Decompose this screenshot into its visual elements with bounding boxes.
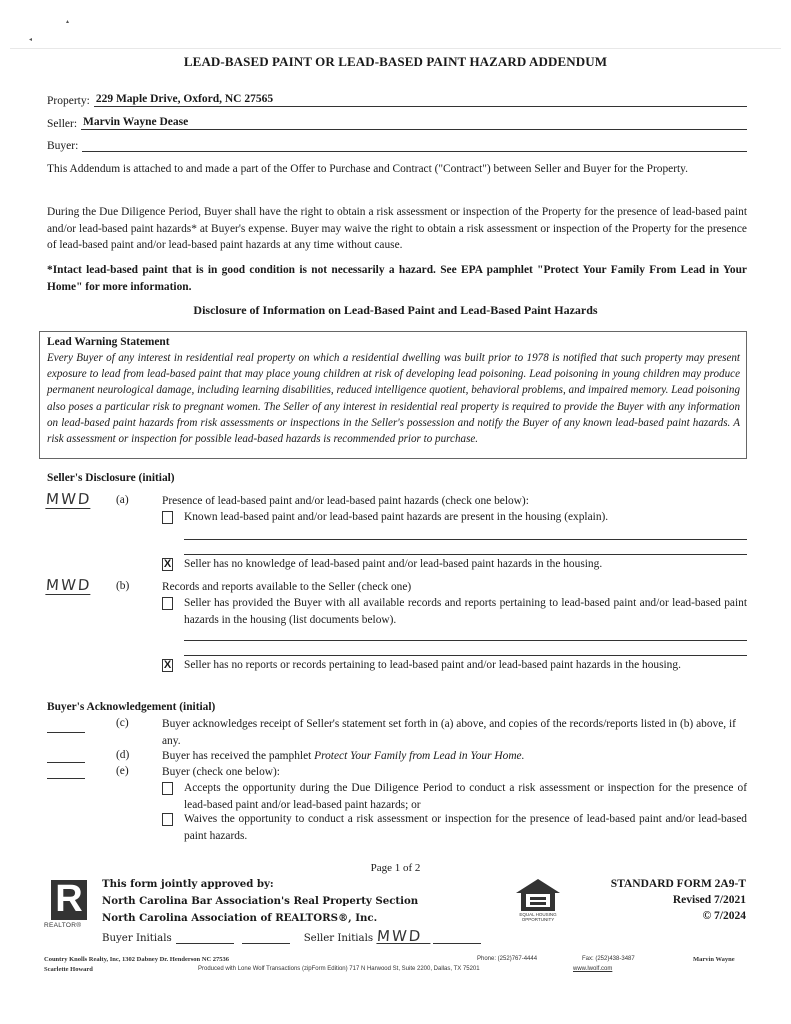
buyer-value[interactable] <box>82 137 747 152</box>
lead-warning-box <box>39 331 747 459</box>
page-number: Page 1 of 2 <box>370 862 421 874</box>
option-no-records-text: Seller has no reports or records pertaining to lead-based paint and/or lead-based paint hazards in the housing. <box>184 659 681 671</box>
realtor-logo-word: REALTOR® <box>44 922 82 929</box>
footer-client: Marvin Wayne <box>693 956 735 963</box>
option-accepts-text: Accepts the opportunity during the Due Diligence Period to conduct a risk assessment or inspection for the presence of lead-based paint and/or lead-based paint hazards; or <box>184 782 747 811</box>
footer-website-link[interactable]: www.lwolf.com <box>573 966 613 972</box>
seller-initials-field-1[interactable]: MWD <box>377 927 432 944</box>
item-e-text: Buyer (check one below): <box>162 766 280 778</box>
realtor-logo-letter: R <box>55 878 83 920</box>
checkbox-no-knowledge[interactable]: X <box>163 558 172 570</box>
approval-line-1: This form jointly approved by: <box>102 878 274 890</box>
footer-agent: Scarlette Howard <box>44 966 93 973</box>
item-a-text: Presence of lead-based paint and/or lead-based paint hazards (check one below): <box>162 495 529 507</box>
due-diligence-paragraph: During the Due Diligence Period, Buyer shall have the right to obtain a risk assessment or inspection of the Property for the presence of lead-based paint and/or lead-based paint hazards* at Buyer's expense. Buyer may waive the right to obtain a risk assessment or inspection of the Property for the presence of lead-based paint and/or lead-based paint hazards at any time without cause. <box>47 206 747 251</box>
pamphlet-title: Protect Your Family from Lead in Your Home. <box>314 750 525 762</box>
scan-speck: ◂ <box>29 37 33 43</box>
footer-produced: Produced with Lone Wolf Transactions (zipForm Edition) 717 N Harwood St, Suite 2200, Dallas, TX 75201 <box>198 966 480 972</box>
footer-brokerage: Country Knolls Realty, Inc, 1302 Dabney Dr. Henderson NC 27536 <box>44 956 230 963</box>
option-no-knowledge-text: Seller has no knowledge of lead-based paint and/or lead-based paint hazards in the housing. <box>184 558 603 570</box>
approval-line-2: North Carolina Bar Association's Real Property Section <box>102 895 419 907</box>
checkbox-provided-records[interactable] <box>162 597 173 610</box>
footer-phone: Phone: (252)767-4444 <box>477 956 538 962</box>
item-letter-a: (a) <box>116 494 129 506</box>
item-letter-c: (c) <box>116 717 129 729</box>
seller-field <box>47 115 747 130</box>
item-c-text: Buyer acknowledges receipt of Seller's statement set forth in (a) above, and copies of the records/reports listed in (b) above, if any. <box>162 718 736 747</box>
copyright-date: © 7/2024 <box>702 910 746 922</box>
footnote-paragraph: *Intact lead-based paint that is in good condition is not necessarily a hazard. See EPA pamphlet "Protect Your Family From Lead in Your Home" for more information. <box>47 264 747 293</box>
approval-line-3: North Carolina Association of REALTORS®, Inc. <box>102 912 378 924</box>
seller-initials-b[interactable]: MWD <box>45 576 92 594</box>
standard-form-block <box>611 876 746 924</box>
equal-housing-icon <box>514 877 562 913</box>
lead-warning-body: Every Buyer of any interest in residential real property on which a residential dwelling was built prior to 1978 is notified that such property may present exposure to lead from lead-based paint that may place young children at risk of developing lead poisoning. Lead poisoning in young children may produce permanent neurological damage, including learning disabilities, reduced intelligence quotient, behavioral problems, and impaired memory. Lead poisoning also poses a particular risk to pregnant women. The Seller of any interest in residential real property is required to provide the Buyer with any information on lead-based paint hazards from risk assessments or inspections in the Seller's possession and notify the Buyer of any known lead-based paint hazards. A risk assessment or inspection for possible lead-based hazards is recommended prior to purchase. <box>47 352 740 446</box>
documents-line-2[interactable] <box>184 655 747 656</box>
approval-block <box>102 876 418 927</box>
property-value[interactable]: 229 Maple Drive, Oxford, NC 27565 <box>94 92 747 107</box>
item-letter-d: (d) <box>116 749 130 761</box>
item-d-prefix: Buyer has received the pamphlet <box>162 750 315 762</box>
footer-fax: Fax: (252)438-3487 <box>582 956 635 962</box>
item-b-text: Records and reports available to the Seller (check one) <box>162 581 412 593</box>
seller-disclosure-heading: Seller's Disclosure (initial) <box>47 472 175 484</box>
buyer-initials-d[interactable] <box>47 762 85 763</box>
buyer-field <box>47 137 747 152</box>
seller-initials-label: Seller Initials <box>303 933 374 944</box>
checkbox-known-lead[interactable] <box>162 511 173 524</box>
seller-label: Seller: <box>47 118 78 130</box>
explain-line-2[interactable] <box>184 554 747 555</box>
seller-value[interactable]: Marvin Wayne Dease <box>81 115 747 130</box>
scan-line <box>10 48 781 49</box>
checkbox-no-records[interactable]: X <box>163 659 172 671</box>
documents-line-1[interactable] <box>184 640 747 641</box>
explain-line-1[interactable] <box>184 539 747 540</box>
buyer-initials-e[interactable] <box>47 778 85 779</box>
buyer-label: Buyer: <box>47 140 79 152</box>
property-label: Property: <box>47 95 90 107</box>
property-field <box>47 92 747 107</box>
buyer-initials-field-1[interactable] <box>176 931 234 944</box>
initials-row <box>102 927 481 944</box>
item-d-text <box>162 748 747 765</box>
checkbox-accepts[interactable] <box>162 782 173 795</box>
document-title: LEAD-BASED PAINT OR LEAD-BASED PAINT HAZARD ADDENDUM <box>183 54 608 69</box>
seller-initials-field-2[interactable] <box>433 931 481 944</box>
checkbox-waives[interactable] <box>162 813 173 826</box>
option-waives-text: Waives the opportunity to conduct a risk assessment or inspection for the presence of lead-based paint and/or lead-based paint hazards. <box>184 813 747 842</box>
item-letter-b: (b) <box>116 580 130 592</box>
disclosure-heading: Disclosure of Information on Lead-Based Paint and Lead-Based Paint Hazards <box>193 303 598 317</box>
seller-initials-a[interactable]: MWD <box>45 490 92 508</box>
standard-form-number: STANDARD FORM 2A9-T <box>610 878 746 890</box>
revised-date: Revised 7/2021 <box>672 894 746 906</box>
lead-warning-title: Lead Warning Statement <box>47 336 170 348</box>
buyer-acknowledgement-heading: Buyer's Acknowledgement (initial) <box>47 701 216 713</box>
option-provided-records-text: Seller has provided the Buyer with all available records and reports pertaining to lead-based paint and/or lead-based paint hazards in the housing (list documents below). <box>184 597 747 626</box>
item-letter-e: (e) <box>116 765 129 777</box>
equal-housing-text: EQUAL HOUSING OPPORTUNITY <box>519 912 557 922</box>
buyer-initials-label: Buyer Initials <box>102 933 172 944</box>
intro-paragraph: This Addendum is attached to and made a part of the Offer to Purchase and Contract ("Contract") between Seller and Buyer for the Property. <box>47 163 688 175</box>
buyer-initials-c[interactable] <box>47 732 85 733</box>
option-known-lead-text: Known lead-based paint and/or lead-based paint hazards are present in the housing (explain). <box>184 511 609 523</box>
buyer-initials-field-2[interactable] <box>242 931 290 944</box>
scan-speck: ▴ <box>66 19 70 25</box>
realtor-logo-icon <box>51 880 87 920</box>
